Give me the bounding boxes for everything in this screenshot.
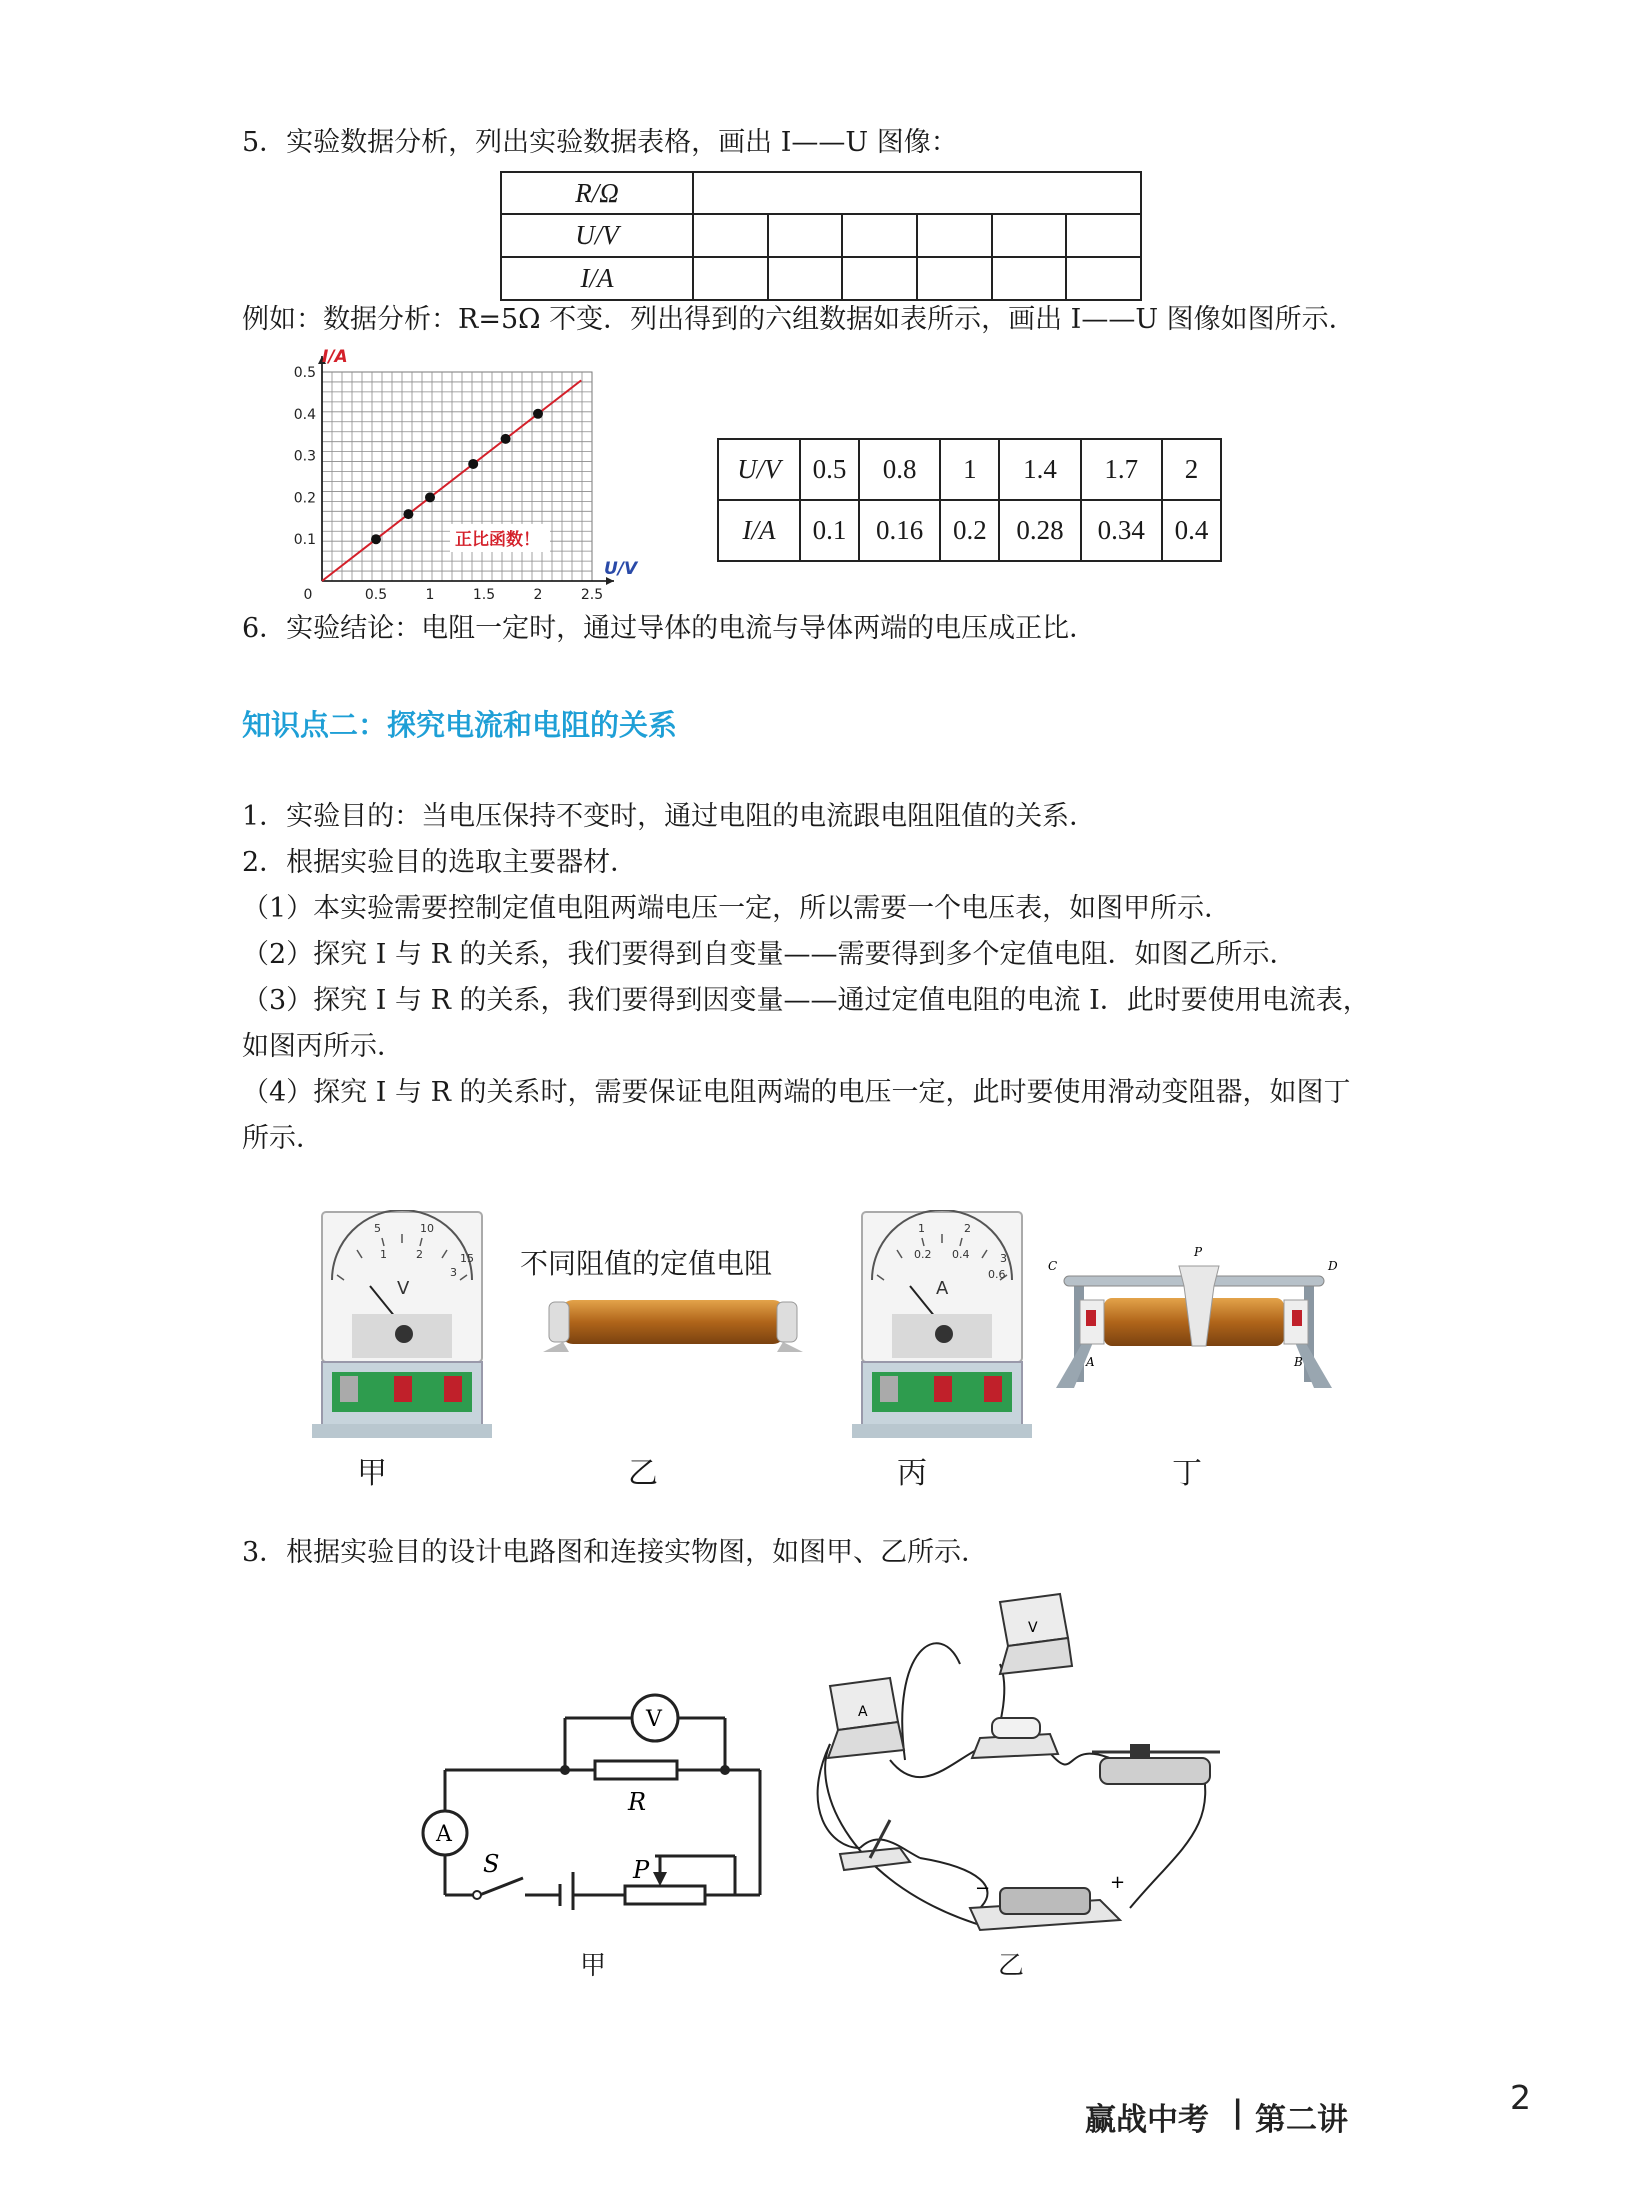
- page-number: 2: [1510, 2078, 1531, 2117]
- item: 所示．: [242, 1123, 323, 1154]
- template-cell: [917, 257, 992, 300]
- template-row-label: I/A: [501, 257, 693, 300]
- resistor-device: [543, 1290, 803, 1360]
- battery-plus: +: [1110, 1872, 1126, 1893]
- footer-separator: |: [1232, 2094, 1244, 2130]
- terminal-label: C: [1048, 1259, 1058, 1273]
- x-tick-label: 1.5: [472, 587, 496, 603]
- data-point: [403, 509, 413, 519]
- template-cell: [768, 214, 843, 257]
- ammeter-scale: 2: [964, 1222, 971, 1235]
- template-cell: [693, 257, 768, 300]
- item: （4）探究 I 与 R 的关系时，需要保证电阻两端的电压一定，此时要使用滑动变阻器，如图丁: [242, 1077, 1351, 1108]
- i-value: 0.28: [999, 500, 1080, 561]
- x-tick-label: 2.5: [580, 587, 604, 603]
- y-tick-label: 0.1: [293, 532, 316, 549]
- caption-ding: 丁: [1172, 1456, 1202, 1491]
- u-value: 1: [940, 439, 999, 500]
- item3: 3．根据实验目的设计电路图和连接实物图，如图甲、乙所示．: [242, 1537, 989, 1568]
- y-tick-label: 0.5: [293, 365, 316, 381]
- template-cell: [693, 214, 768, 257]
- x-tick-label: 2: [533, 587, 543, 603]
- item: 1．实验目的：当电压保持不变时，通过电阻的电流跟电阻阻值的关系．: [242, 801, 1097, 832]
- i-value: 0.2: [940, 500, 999, 561]
- voltmeter-letter: V: [397, 1278, 410, 1299]
- template-cell: [917, 214, 992, 257]
- real-voltmeter-label: V: [1028, 1620, 1038, 1636]
- ammeter-scale: 0.2: [914, 1248, 932, 1261]
- u-value: 0.5: [800, 439, 859, 500]
- footer-lesson: 第二讲: [1255, 2102, 1348, 2138]
- real-ammeter-label: A: [858, 1704, 868, 1720]
- voltmeter-scale: 3: [450, 1266, 457, 1279]
- circuit-schematic: [415, 1660, 775, 1910]
- caption-circuit-right: 乙: [998, 1951, 1025, 1981]
- voltmeter-device: [312, 1210, 492, 1442]
- x-axis-label: U/V: [604, 559, 638, 579]
- voltmeter-scale: 10: [420, 1222, 434, 1235]
- caption-circuit-left: 甲: [580, 1951, 607, 1981]
- data-point: [501, 434, 511, 444]
- u-value: 2: [1162, 439, 1221, 500]
- example-text: 例如：数据分析：R=5Ω 不变．列出得到的六组数据如表所示，画出 I——U 图像如图所示．: [242, 304, 1356, 335]
- item: 如图丙所示．: [242, 1031, 404, 1062]
- caption-bing: 丙: [897, 1456, 927, 1491]
- row-label-u: U/V: [718, 439, 800, 500]
- rheostat-device: [1044, 1240, 1344, 1400]
- template-cell: [1066, 214, 1141, 257]
- item: 2．根据实验目的选取主要器材．: [242, 847, 638, 878]
- schematic-resistor-label: R: [628, 1788, 647, 1816]
- u-value: 1.7: [1081, 439, 1162, 500]
- terminal-label: D: [1328, 1259, 1338, 1273]
- item: （3）探究 I 与 R 的关系，我们要得到因变量——通过定值电阻的电流 I．此时要使用电流表，: [242, 985, 1370, 1016]
- schematic-switch-label: S: [483, 1850, 500, 1878]
- chart-annotation: 正比函数！: [455, 530, 540, 550]
- data-point: [533, 409, 543, 419]
- schematic-slider-label: P: [633, 1856, 650, 1884]
- section-title: 知识点二：探究电流和电阻的关系: [242, 708, 678, 742]
- footer-brand: 赢战中考: [1085, 2102, 1209, 2138]
- y-tick-label: 0.2: [293, 490, 316, 507]
- template-cell: [768, 257, 843, 300]
- ammeter-device: [852, 1210, 1032, 1442]
- voltmeter-scale: 5: [374, 1222, 381, 1235]
- voltmeter-scale: 15: [460, 1252, 474, 1265]
- terminal-label: A: [1086, 1355, 1095, 1369]
- terminal-label: P: [1194, 1245, 1203, 1259]
- y-tick-label: 0.4: [293, 406, 316, 423]
- i-value: 0.1: [800, 500, 859, 561]
- x-tick-label: 0.5: [364, 587, 388, 603]
- data-point: [425, 492, 435, 502]
- voltmeter-scale: 1: [380, 1248, 387, 1261]
- template-cell: [1066, 257, 1141, 300]
- iu-chart: [272, 346, 652, 606]
- i-value: 0.16: [859, 500, 940, 561]
- row-label-i: I/A: [718, 500, 800, 561]
- i-value: 0.34: [1081, 500, 1162, 561]
- conclusion: 6．实验结论：电阻一定时，通过导体的电流与导体两端的电压成正比．: [242, 613, 1097, 644]
- ammeter-scale: 0.4: [952, 1248, 970, 1261]
- battery-minus: −: [975, 1878, 991, 1899]
- ammeter-scale: 0.6: [988, 1268, 1006, 1281]
- u-value: 0.8: [859, 439, 940, 500]
- schematic-voltmeter-label: V: [646, 1707, 662, 1732]
- item: （2）探究 I 与 R 的关系，我们要得到自变量——需要得到多个定值电阻．如图乙所示．: [242, 939, 1297, 970]
- template-row-label: U/V: [501, 214, 693, 257]
- template-row-label: R/Ω: [501, 172, 693, 214]
- template-cell: [992, 214, 1067, 257]
- ammeter-letter: A: [936, 1278, 949, 1299]
- data-table: [717, 438, 1222, 562]
- template-table: [500, 171, 1142, 301]
- resistor-label: 不同阻值的定值电阻: [520, 1247, 773, 1280]
- template-cell: [693, 172, 1141, 214]
- ammeter-scale: 3: [1000, 1252, 1007, 1265]
- schematic-ammeter-label: A: [436, 1822, 452, 1847]
- terminal-label: B: [1294, 1355, 1303, 1369]
- caption-yi: 乙: [628, 1456, 658, 1491]
- voltmeter-scale: 2: [416, 1248, 423, 1261]
- real-circuit: [800, 1588, 1240, 1934]
- ammeter-scale: 1: [918, 1222, 925, 1235]
- i-value: 0.4: [1162, 500, 1221, 561]
- template-cell: [842, 257, 917, 300]
- template-cell: [992, 257, 1067, 300]
- data-point: [468, 459, 478, 469]
- u-value: 1.4: [999, 439, 1080, 500]
- y-tick-label: 0.3: [293, 448, 316, 465]
- template-cell: [842, 214, 917, 257]
- x-tick-label: 0: [303, 587, 313, 603]
- item: （1）本实验需要控制定值电阻两端电压一定，所以需要一个电压表，如图甲所示．: [242, 893, 1232, 924]
- section5-intro: 5．实验数据分析，列出实验数据表格，画出 I——U 图像：: [242, 127, 958, 158]
- caption-jia: 甲: [357, 1456, 387, 1491]
- y-axis-label: I/A: [322, 347, 348, 367]
- data-point: [371, 534, 381, 544]
- x-tick-label: 1: [425, 587, 435, 603]
